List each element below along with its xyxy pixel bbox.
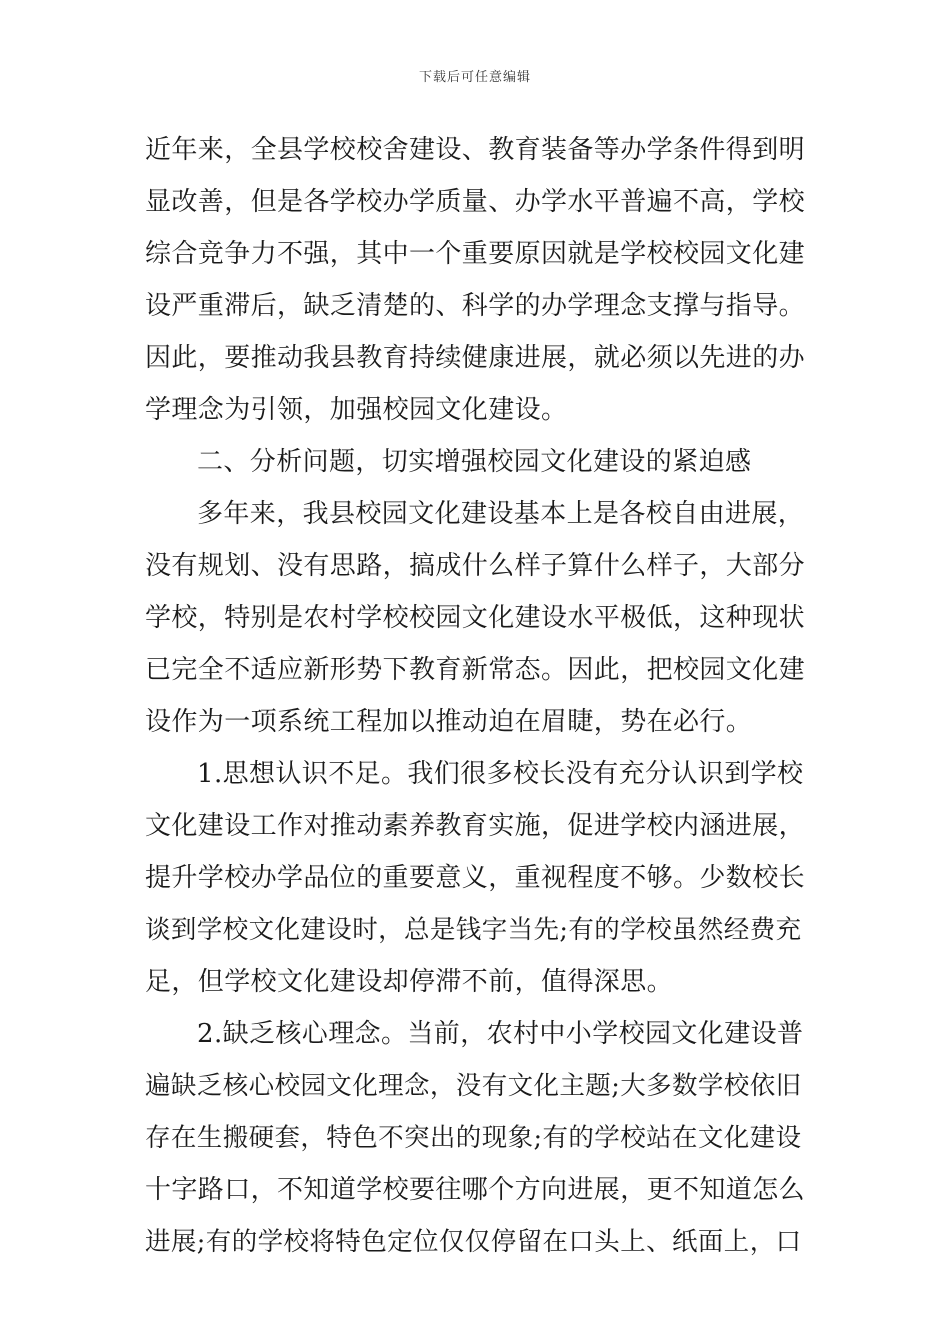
text-line: 没有规划、没有思路，搞成什么样子算什么样子，大部分	[145, 551, 806, 581]
text-line: 文化建设工作对推动素养教育实施，促进学校内涵进展，	[145, 811, 806, 841]
text-line: 学校，特别是农村学校校园文化建设水平极低，这种现状	[145, 603, 806, 633]
text-line: 综合竞争力不强，其中一个重要原因就是学校校园文化建	[145, 239, 806, 269]
text-line: 因此，要推动我县教育持续健康进展，就必须以先进的办	[145, 343, 806, 373]
text-line: 进展;有的学校将特色定位仅仅停留在口头上、纸面上，口	[145, 1227, 802, 1257]
text-line: 存在生搬硬套，特色不突出的现象;有的学校站在文化建设	[145, 1123, 802, 1153]
text-line: 多年来，我县校园文化建设基本上是各校自由进展，	[197, 499, 805, 529]
document-body	[145, 124, 809, 1268]
text-line: 学理念为引领，加强校园文化建设。	[145, 395, 568, 425]
text-line: 已完全不适应新形势下教育新常态。因此，把校园文化建	[145, 655, 806, 685]
text-line: 显改善，但是各学校办学质量、办学水平普遍不高，学校	[145, 187, 806, 217]
text-line: 设作为一项系统工程加以推动迫在眉睫，势在必行。	[145, 707, 753, 737]
section-heading: 二、分析问题，切实增强校园文化建设的紧迫感	[197, 447, 752, 477]
text-line: 十字路口，不知道学校要往哪个方向进展，更不知道怎么	[145, 1175, 806, 1205]
text-line: 足，但学校文化建设却停滞不前，值得深思。	[145, 967, 674, 997]
text-line: 1.思想认识不足。我们很多校长没有充分认识到学校	[197, 759, 804, 789]
text-line: 谈到学校文化建设时，总是钱字当先;有的学校虽然经费充	[145, 915, 802, 945]
text-line: 遍缺乏核心校园文化理念，没有文化主题;大多数学校依旧	[145, 1071, 802, 1101]
text-line: 设严重滞后，缺乏清楚的、科学的办学理念支撑与指导。	[145, 291, 806, 321]
text-line: 提升学校办学品位的重要意义，重视程度不够。少数校长	[145, 863, 806, 893]
page-header: 下载后可任意编辑	[418, 70, 531, 85]
text-line: 近年来，全县学校校舍建设、教育装备等办学条件得到明	[145, 135, 806, 165]
text-line: 2.缺乏核心理念。当前，农村中小学校园文化建设普	[197, 1019, 804, 1049]
